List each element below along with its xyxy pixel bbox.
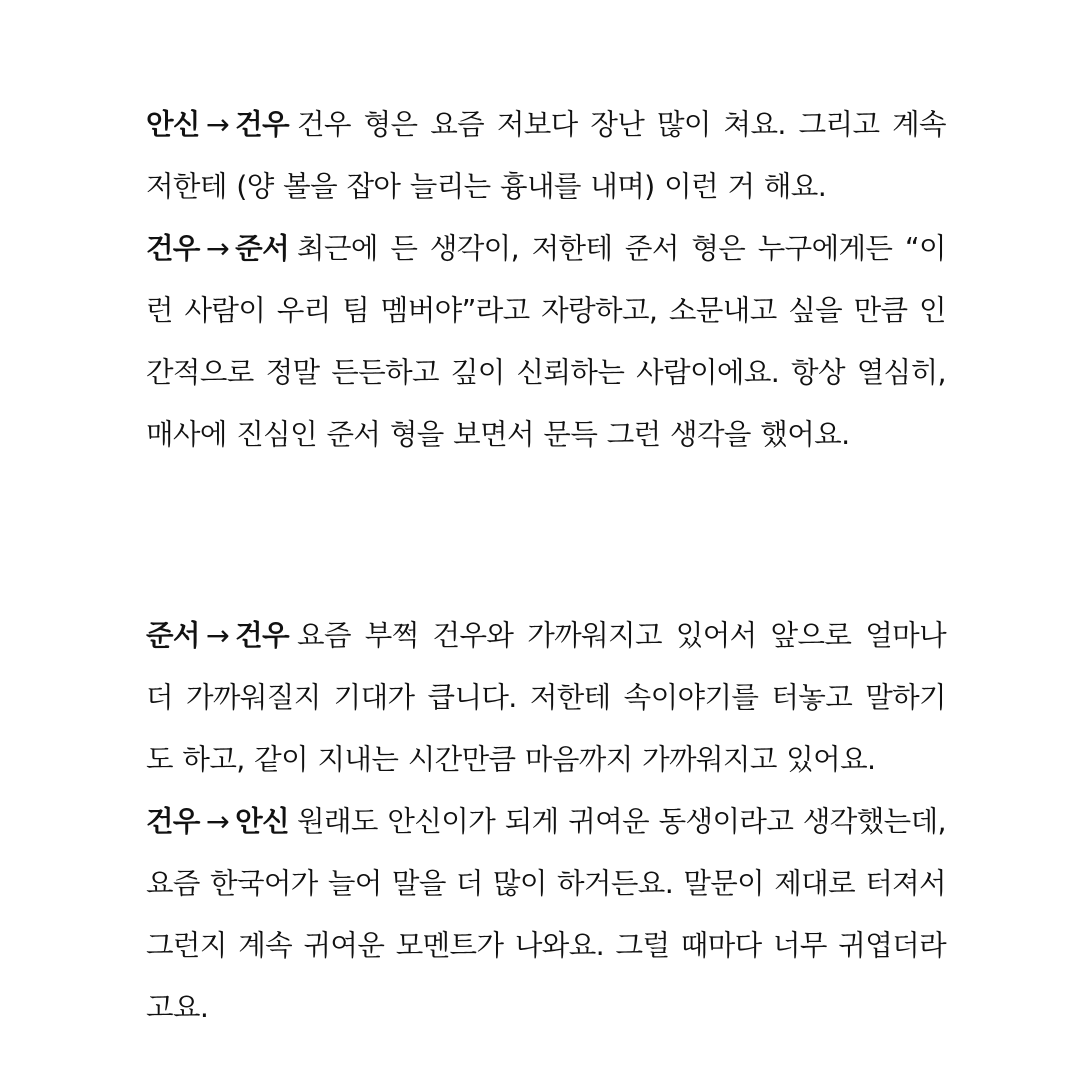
arrow-icon: → <box>205 232 230 265</box>
recipient-name: 안신 <box>235 805 290 838</box>
sender-name: 건우 <box>146 805 200 838</box>
arrow-icon: → <box>205 108 230 141</box>
sender-name: 안신 <box>146 108 200 141</box>
message-tag <box>146 805 289 838</box>
message-entry <box>146 605 946 791</box>
sender-name: 준서 <box>146 619 200 652</box>
message-entry <box>146 791 946 1039</box>
message-tag <box>146 619 289 652</box>
recipient-name: 건우 <box>235 619 290 652</box>
message-group-1 <box>146 94 946 466</box>
message-entry <box>146 218 946 466</box>
message-tag <box>146 232 289 265</box>
message-text: 요즘 부쩍 건우와 가까워지고 있어서 앞으로 얼마나 더 가까워질지 기대가 큽니다. 저한테 속이야기를 터놓고 말하기도 하고, 같이 지내는 시간만큼 마음까지 가까워지고 있어요. <box>146 619 946 776</box>
recipient-name: 준서 <box>235 232 290 265</box>
message-tag <box>146 108 289 141</box>
message-group-2 <box>146 605 946 1039</box>
message-entry <box>146 94 946 218</box>
recipient-name: 건우 <box>235 108 290 141</box>
message-text: 최근에 든 생각이, 저한테 준서 형은 누구에게든 “이런 사람이 우리 팀 멤버야”라고 자랑하고, 소문내고 싶을 만큼 인간적으로 정말 든든하고 깊이 신뢰하는 사람이에요. 항상 열심히, 매사에 진심인 준서 형을 보면서 문득 그런 생각을 했어요. <box>146 232 946 451</box>
message-text: 건우 형은 요즘 저보다 장난 많이 쳐요. 그리고 계속 저한테 (양 볼을 잡아 늘리는 흉내를 내며) 이런 거 해요. <box>146 108 946 203</box>
message-text: 원래도 안신이가 되게 귀여운 동생이라고 생각했는데, 요즘 한국어가 늘어 말을 더 많이 하거든요. 말문이 제대로 터져서 그런지 계속 귀여운 모멘트가 나와요. 그럴 때마다 너무 귀엽더라고요. <box>146 805 946 1024</box>
sender-name: 건우 <box>146 232 200 265</box>
arrow-icon: → <box>205 619 230 652</box>
arrow-icon: → <box>205 805 230 838</box>
